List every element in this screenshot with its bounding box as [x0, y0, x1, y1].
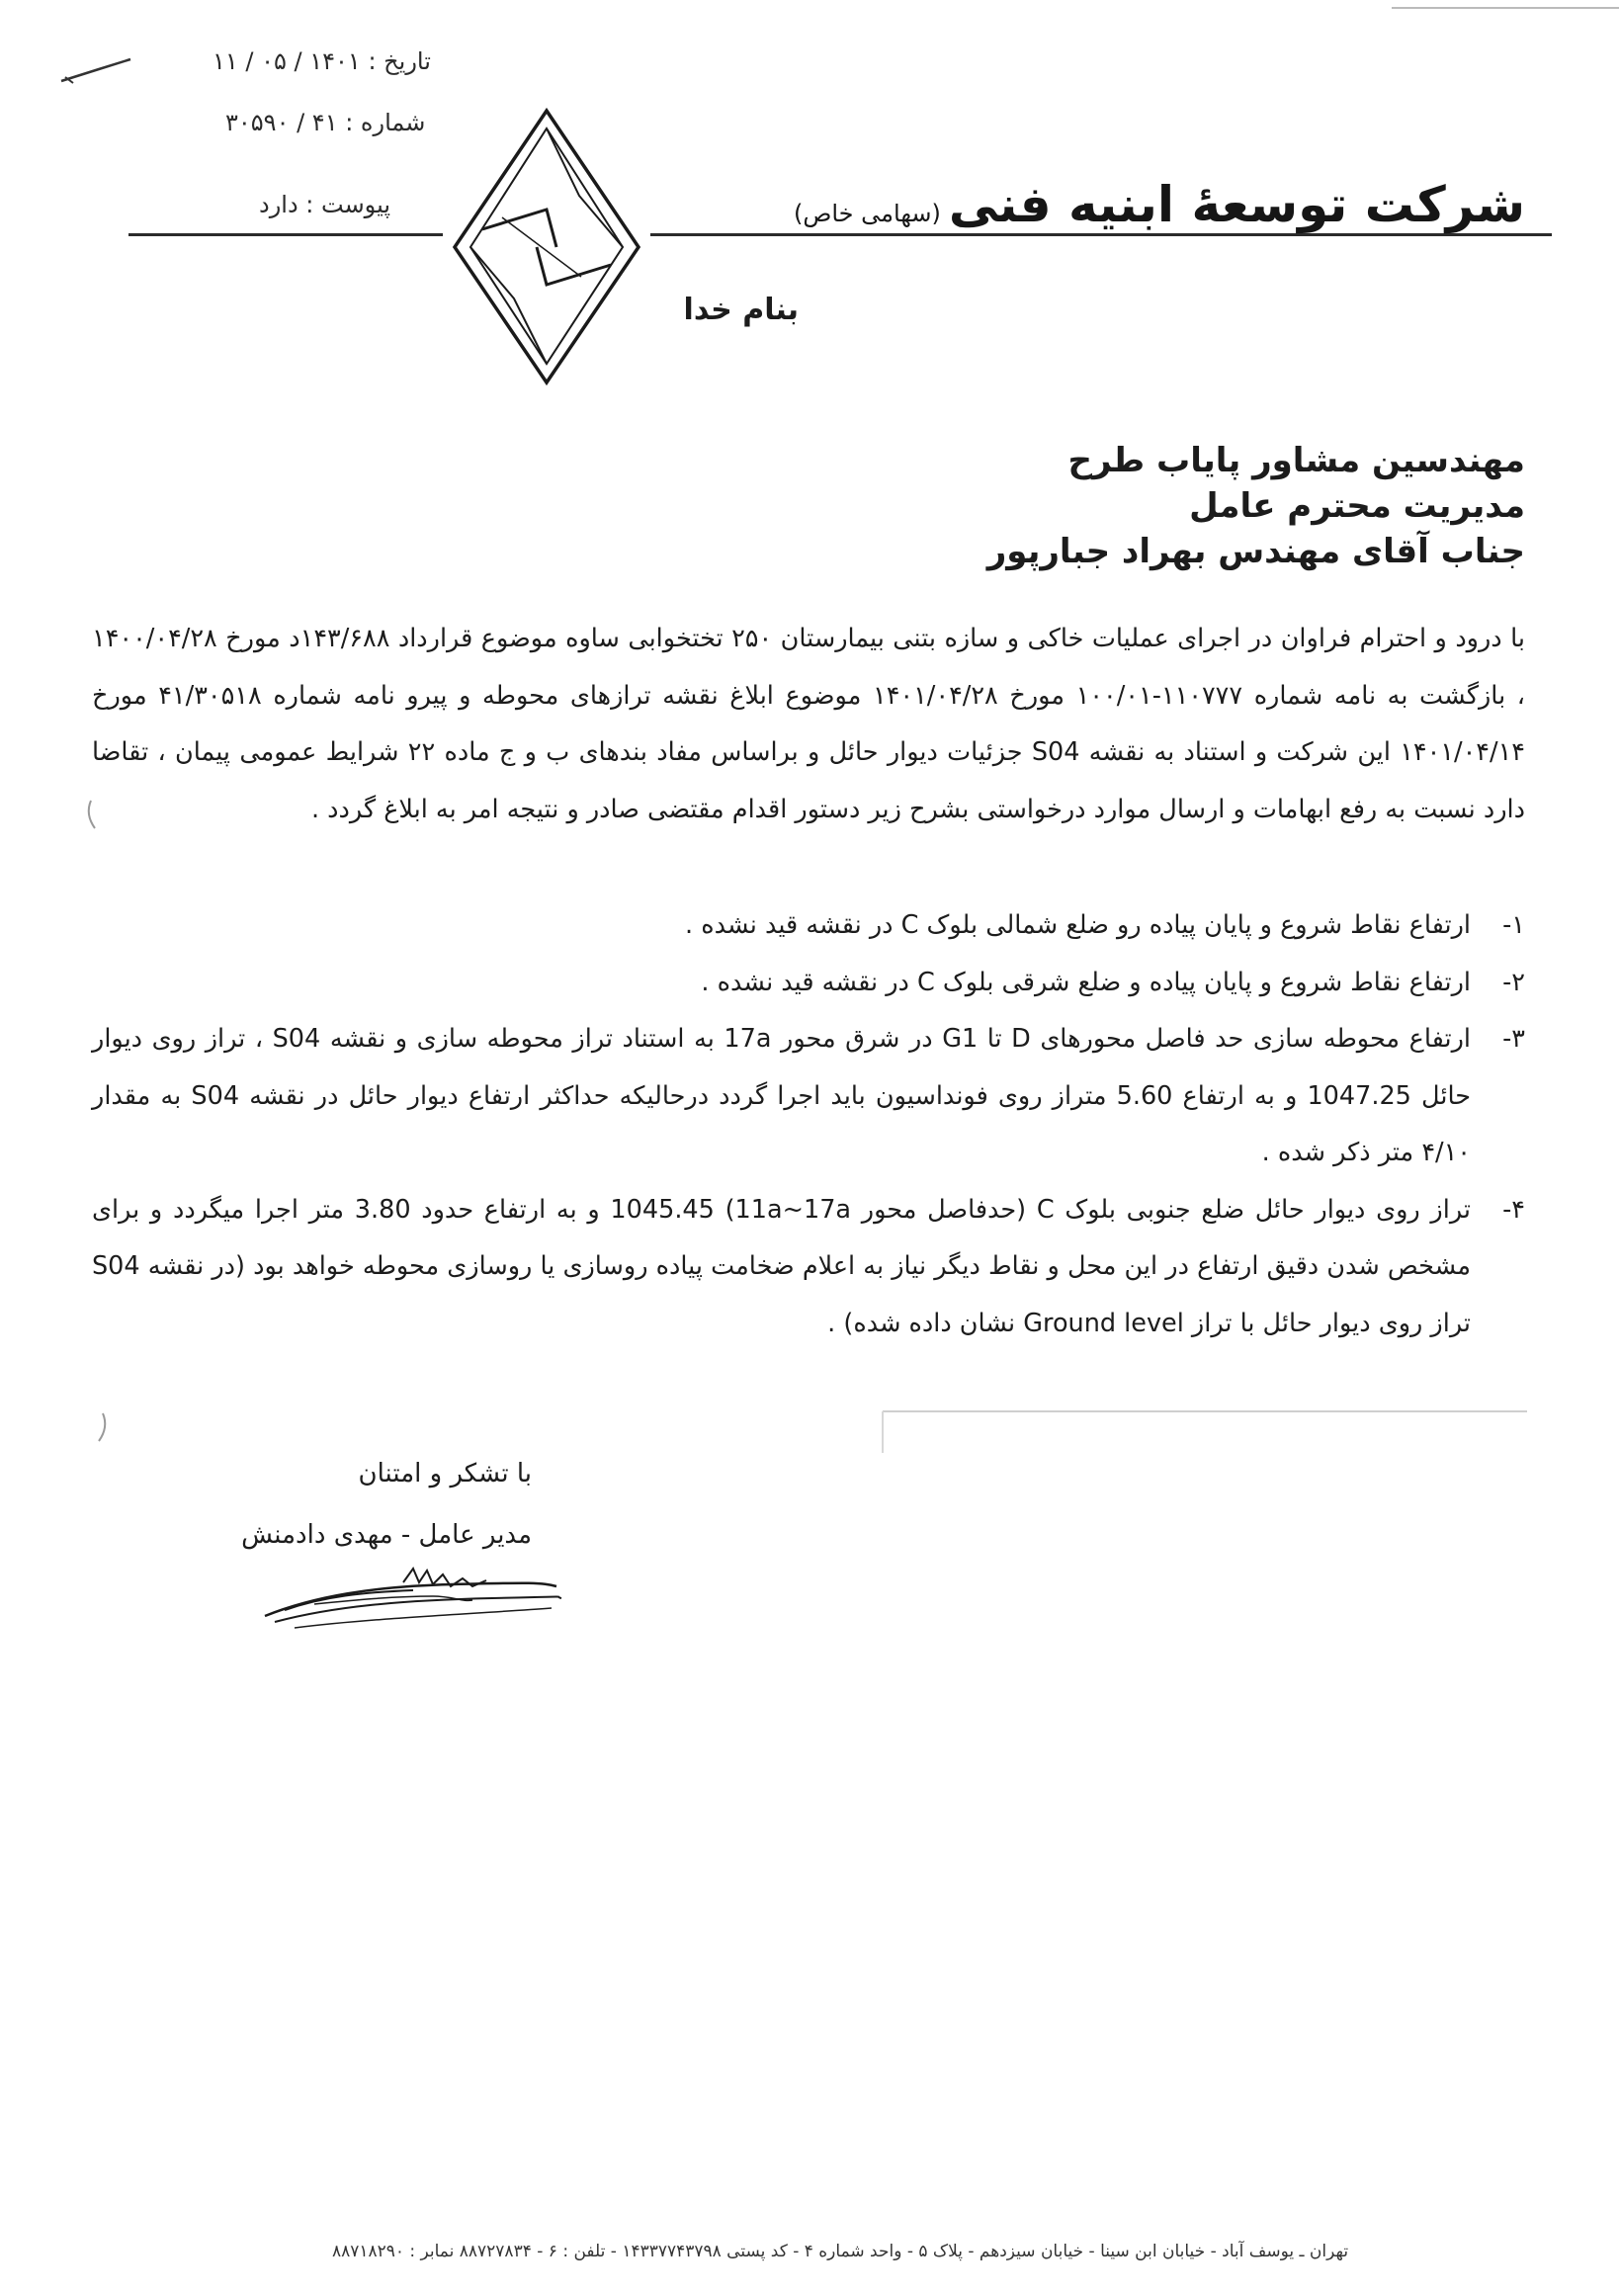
recipient-line-3: جناب آقای مهندس بهراد جبارپور	[986, 532, 1525, 571]
item-number: ۲-	[1502, 967, 1525, 997]
recipient-line-1: مهندسین مشاور پایاب طرح	[1067, 441, 1525, 480]
date-value: ۱۴۰۱ / ۰۵ / ۱۱	[213, 47, 361, 75]
number-value: ۴۱ / ۳۰۵۹۰	[225, 109, 338, 136]
item-text: ارتفاع نقاط شروع و پایان پیاده رو ضلع شمالی بلوک C در نقشه قید نشده .	[685, 910, 1471, 940]
bismillah-heading: بنام خدا	[683, 293, 799, 327]
header-rule	[128, 233, 1552, 236]
footer-address: تهران ـ یوسف آباد - خیابان ابن سینا - خیابان سیزدهم - پلاک ۵ - واحد شماره ۴ - کد پستی ۱۴۳۳۷۷۴۳۷۹۸ - تلفن : ۶ - ۸۸۷۲۷۸۳۴ نمابر : ۸۸۷۱۸۲۹۰	[331, 2242, 1349, 2261]
letter-body	[92, 611, 1525, 838]
company-type: (سهامی خاص)	[793, 200, 941, 227]
company-logo	[443, 99, 650, 385]
closing-signatory: مدیر عامل - مهدی دادمنش	[241, 1520, 532, 1550]
request-items-list	[92, 897, 1525, 1352]
date-label: تاریخ :	[368, 47, 431, 75]
signature-mark	[255, 1557, 571, 1636]
attachment-value: دارد	[259, 191, 298, 218]
attachment-line	[259, 191, 390, 218]
item-text: تراز روی دیوار حائل ضلع جنوبی بلوک C (حدفاصل محور 11a~17a) 1045.45 و به ارتفاع حدود 3.80 متر اجرا میگردد و برای مشخص شدن دقیق ارتفاع در این محل و نقاط دیگر نیاز به اعلام ضخامت پیاده روسازی یا روسازی محوطه خواهد بود (در نقشه S04 تراز روی دیوار حائل با تراز Ground level نشان داده شده) .	[92, 1194, 1472, 1338]
date-line	[213, 47, 431, 75]
list-item	[92, 1182, 1525, 1353]
number-line	[225, 109, 425, 136]
list-item	[92, 955, 1525, 1012]
item-text: ارتفاع محوطه سازی حد فاصل محورهای D تا G1 در شرق محور 17a به استناد تراز محوطه سازی و نقشه S04 ، تراز روی دیوار حائل 1047.25 و به ارتفاع 5.60 متراز روی فونداسیون باید اجرا گردد درحالیکه حداکثر ارتفاع دیوار حائل در نقشه S04 به مقدار ۴/۱۰ متر ذکر شده .	[92, 1024, 1472, 1167]
recipient-line-2: مدیریت محترم عامل	[1189, 486, 1525, 526]
item-number: ۳-	[1502, 1024, 1525, 1054]
closing-thanks: با تشکر و امتنان	[358, 1459, 532, 1488]
attachment-label: پیوست :	[305, 191, 390, 218]
item-text: ارتفاع نقاط شروع و پایان پیاده و ضلع شرقی بلوک C در نقشه قید نشده .	[701, 967, 1471, 997]
item-number: ۴-	[1502, 1194, 1525, 1225]
item-number: ۱-	[1502, 910, 1525, 940]
company-name	[794, 176, 1525, 233]
body-paragraph: با درود و احترام فراوان در اجرای عملیات خاکی و سازه بتنی بیمارستان ۲۵۰ تختخوابی ساوه موضوع قرارداد ۱۴۳/۶۸۸د مورخ ۱۴۰۰/۰۴/۲۸ ، بازگشت به نامه شماره ۱۱۰۷۷۷-۱۰۰/۰۱ مورخ ۱۴۰۱/۰۴/۲۸ موضوع ابلاغ نقشه ترازهای محوطه و پیرو نامه شماره ۴۱/۳۰۵۱۸ مورخ ۱۴۰۱/۰۴/۱۴ این شرکت و استناد به نقشه S04 جزئیات دیوار حائل و براساس مفاد بندهای ب و ج ماده ۲۲ شرایط عمومی پیمان ، تقاضا دارد نسبت به رفع ابهامات و ارسال موارد درخواستی بشرح زیر دستور اقدام مقتضی صادر و نتیجه امر به ابلاغ گردد .	[92, 624, 1526, 824]
list-item	[92, 897, 1525, 955]
list-item	[92, 1011, 1525, 1182]
company-name-text: شرکت توسعهٔ ابنیه فنی	[948, 176, 1525, 233]
number-label: شماره :	[345, 109, 426, 136]
